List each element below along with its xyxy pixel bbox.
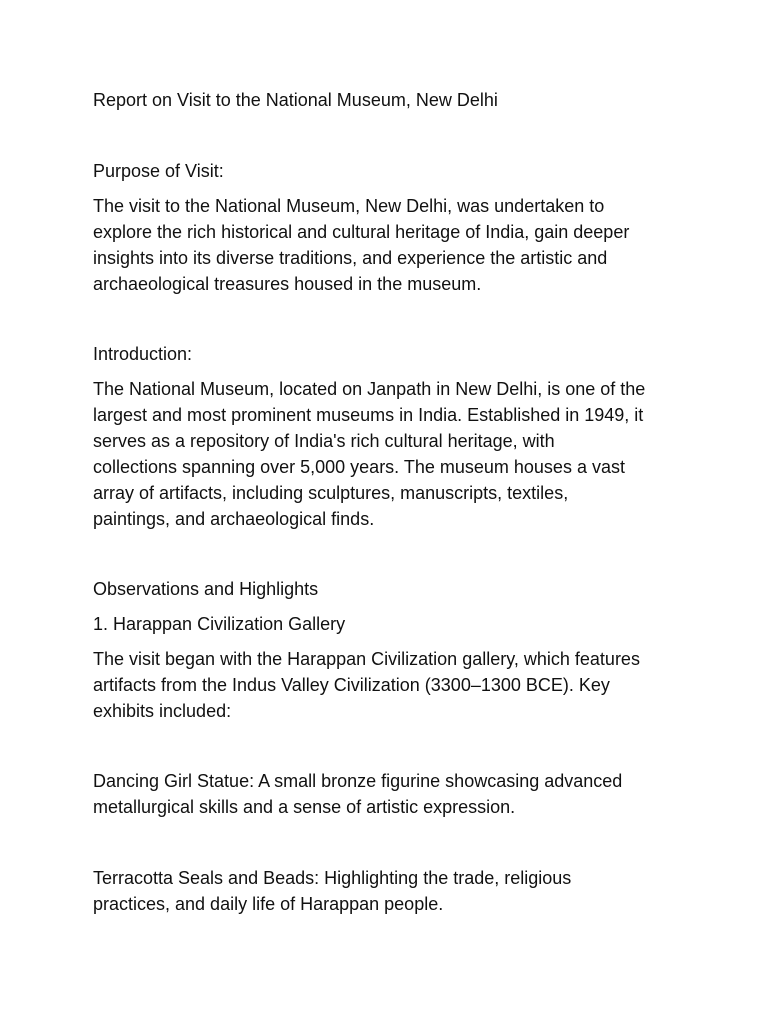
introduction-line: The National Museum, located on Janpath in New Delhi, is one of the bbox=[93, 379, 646, 399]
purpose-line: insights into its diverse traditions, and experience the artistic and bbox=[93, 248, 608, 268]
terracotta-line: Terracotta Seals and Beads: Highlighting the trade, religious bbox=[93, 868, 572, 888]
terracotta-line: practices, and daily life of Harappan people. bbox=[93, 894, 444, 914]
introduction-line: serves as a repository of India's rich cultural heritage, with bbox=[93, 431, 555, 451]
purpose-line: The visit to the National Museum, New Delhi, was undertaken to bbox=[93, 196, 605, 216]
introduction-line: paintings, and archaeological finds. bbox=[93, 509, 375, 529]
purpose-line: explore the rich historical and cultural heritage of India, gain deeper bbox=[93, 222, 630, 242]
dancing-girl-line: Dancing Girl Statue: A small bronze figurine showcasing advanced bbox=[93, 771, 623, 791]
harappan-intro-line: exhibits included: bbox=[93, 701, 232, 721]
purpose-line: archaeological treasures housed in the museum. bbox=[93, 274, 482, 294]
dancing-girl-line: metallurgical skills and a sense of artistic expression. bbox=[93, 797, 516, 817]
introduction-line: array of artifacts, including sculptures, manuscripts, textiles, bbox=[93, 483, 569, 503]
introduction-heading: Introduction: bbox=[93, 344, 193, 364]
introduction-line: largest and most prominent museums in India. Established in 1949, it bbox=[93, 405, 644, 425]
harappan-intro-line: The visit began with the Harappan Civilization gallery, which features bbox=[93, 649, 640, 669]
harappan-gallery-subheading: 1. Harappan Civilization Gallery bbox=[93, 614, 346, 634]
purpose-heading: Purpose of Visit: bbox=[93, 161, 224, 181]
harappan-intro-line: artifacts from the Indus Valley Civilization (3300–1300 BCE). Key bbox=[93, 675, 610, 695]
introduction-line: collections spanning over 5,000 years. The museum houses a vast bbox=[93, 457, 625, 477]
report-title: Report on Visit to the National Museum, New Delhi bbox=[93, 90, 498, 110]
observations-heading: Observations and Highlights bbox=[93, 579, 319, 599]
